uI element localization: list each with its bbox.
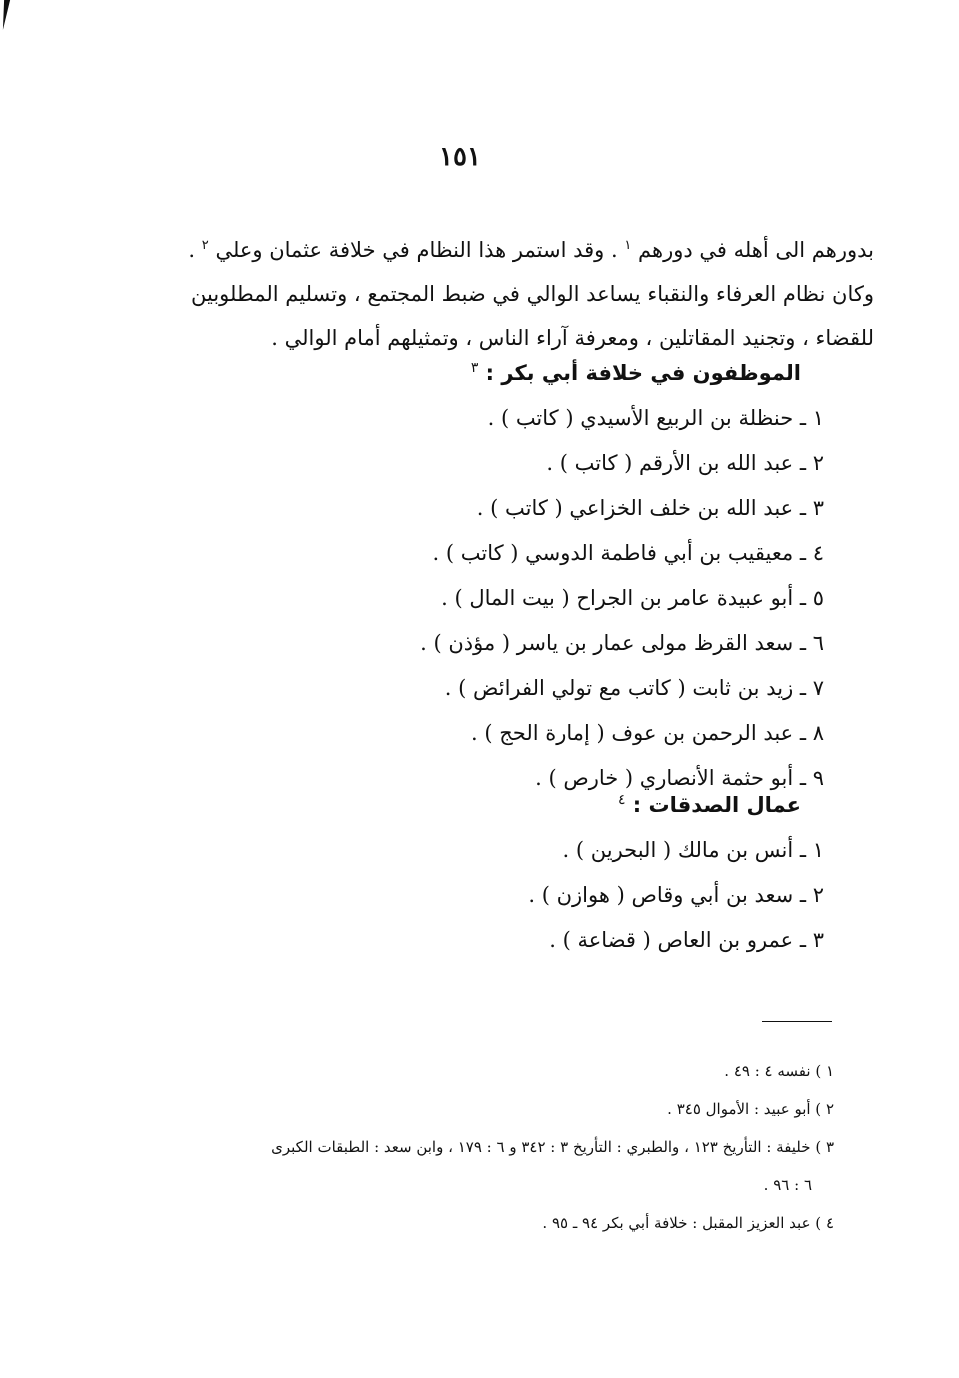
footnote-ref-2: ٢ [201,238,209,253]
list-item: ٥ ـ أبو عبيدة عامر بن الجراح ( بيت المال ) . [441,586,824,610]
list-item: ٤ ـ معيقيب بن أبي فاطمة الدوسي ( كاتب ) . [432,541,824,565]
charity-workers-list [528,828,824,963]
list-item: ٨ ـ عبد الرحمن بن عوف ( إمارة الحج ) . [470,721,824,745]
officials-heading-text: الموظفون في خلافة أبي بكر : [485,361,801,385]
footnote-ref-1: ١ [624,238,632,253]
footnote-3: ٣ ) خليفة : التأريخ ١٢٣ ، والطبري : التأريخ ٣ : ٣٤٢ و ٦ : ١٧٩ ، وابن سعد : الطبقات الكبرى [271,1138,834,1156]
footnote-2: ٢ ) أبو عبيد : الأموال ٣٤٥ . [667,1100,834,1118]
charity-workers-heading-ref: ٤ [617,792,626,808]
paragraph-line-2: وكان نظام العرفاء والنقباء يساعد الوالي في ضبط المجتمع ، وتسليم المطلوبين [191,282,874,306]
list-item: ١ ـ أنس بن مالك ( البحرين ) . [562,838,824,862]
list-item: ٧ ـ زيد بن ثابت ( كاتب مع تولي الفرائض ) . [444,676,824,700]
footnote-4: ٤ ) عبد العزيز المقبل : خلافة أبي بكر ٩٤ ـ ٩٥ . [542,1214,834,1232]
officials-list [420,396,824,801]
paragraph-line-1-part-c: . [188,238,196,262]
officials-heading-ref: ٣ [470,360,479,376]
list-item: ١ ـ حنظلة بن الربيع الأسيدي ( كاتب ) . [487,406,824,430]
paragraph-line-3: للقضاء ، وتجنيد المقاتلين ، ومعرفة آراء الناس ، وتمثيلهم أمام الوالي . [271,326,874,350]
list-item: ٢ ـ سعد بن أبي وقاص ( هوازن ) . [528,883,824,907]
list-item: ٣ ـ عمرو بن العاص ( قضاعة ) . [549,928,824,952]
footnote-1: ١ ) نفسه ٤ : ٤٩ . [724,1062,834,1080]
list-item: ٣ ـ عبد الله بن خلف الخزاعي ( كاتب ) . [476,496,824,520]
paragraph-line-1-part-a: بدورهم الى أهله في دورهم [638,238,874,262]
list-item: ٩ ـ أبو حثمة الأنصاري ( خارص ) . [535,766,824,790]
list-item: ٦ ـ سعد القرظ مولى عمار بن ياسر ( مؤذن ) . [420,631,824,655]
footnote-3-continued: ٦ : ٩٦ . [763,1176,812,1194]
paragraph-line-1 [114,224,874,272]
list-item: ٢ ـ عبد الله بن الأرقم ( كاتب ) . [546,451,824,475]
body-paragraph [114,224,874,360]
footnote-divider [762,1021,832,1022]
charity-workers-heading [618,792,801,817]
footnotes [134,1052,834,1242]
scan-corner-mark [0,0,10,30]
officials-heading [471,360,801,385]
charity-workers-heading-text: عمال الصدقات : [632,793,801,817]
page-number: ١٥١ [439,142,481,172]
paragraph-line-1-part-b: . وقد استمر هذا النظام في خلافة عثمان وعلي [215,238,618,262]
